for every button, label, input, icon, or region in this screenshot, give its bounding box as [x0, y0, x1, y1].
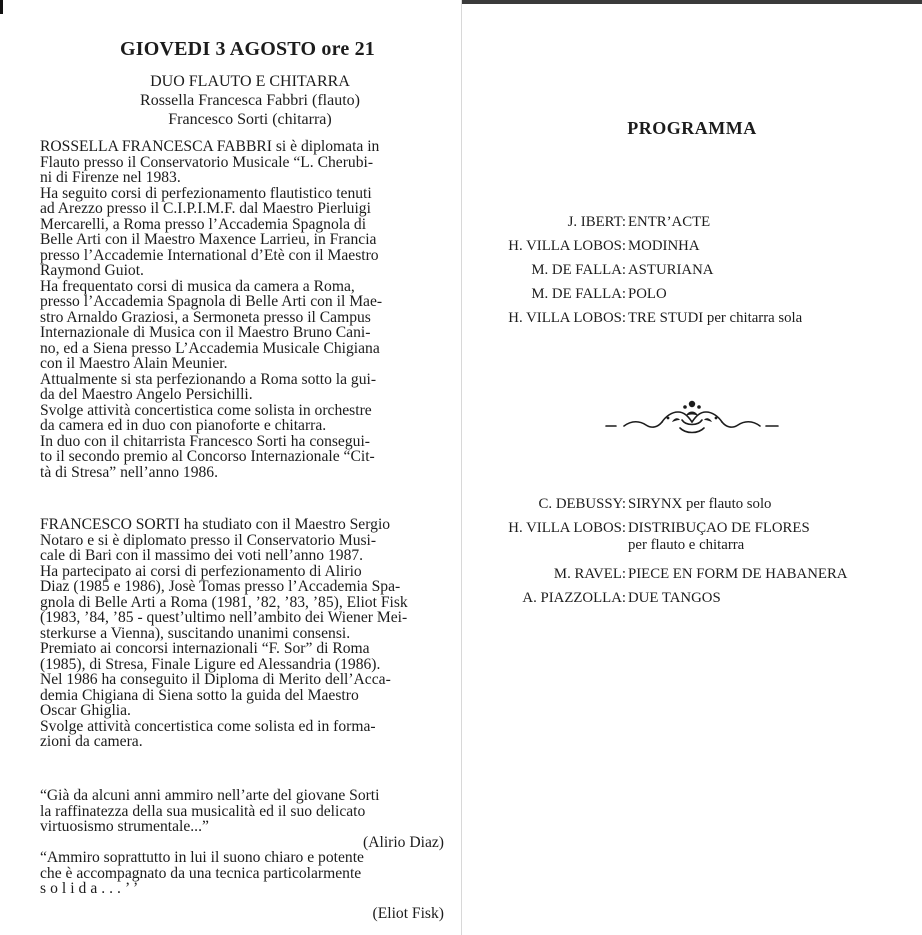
- quote-fisk-attribution-block: [40, 906, 444, 922]
- programme-composer: H. VILLA LOBOS:: [508, 520, 626, 536]
- programme-work: [628, 496, 771, 513]
- programme-work: [628, 520, 810, 554]
- programme-item: [462, 566, 922, 590]
- bio-line: Notaro e si è diplomato presso il Conservatorio Musi-: [40, 531, 377, 549]
- programme-item: [462, 590, 922, 614]
- quote-line: che è accompagnato da una tecnica particolarmente: [40, 864, 362, 882]
- bio-line: da camera ed in duo con pianoforte e chitarra.: [40, 417, 327, 434]
- bio-line: Svolge attività concertistica come solista in orchestre: [40, 401, 372, 419]
- concert-heading: GIOVEDI 3 AGOSTO ore 21: [120, 38, 376, 60]
- programme-work-title: SIRYNX: [628, 496, 683, 512]
- quote-line: la raffinatezza della sua musicalità ed il suo delicato: [40, 802, 366, 820]
- bio-line: Internazionale di Musica con il Maestro Bruno Cani-: [40, 324, 371, 341]
- bio-line: Raymond Guiot.: [40, 262, 144, 279]
- bio-line: tà di Stresa” nell’anno 1986.: [40, 463, 218, 481]
- bio-line: Attualmente si sta perfezionando a Roma sotto la gui-: [40, 370, 377, 388]
- bio-line: (1985), di Stresa, Finale Ligure ed Alessandria (1986).: [40, 655, 381, 673]
- bio-line: gnola di Belle Arti a Roma (1981, ’82, ’83, ’85), Eliot Fisk: [40, 593, 408, 611]
- programme-item: [462, 286, 922, 310]
- programme-work: [628, 286, 667, 303]
- performer-guitar: Francesco Sorti (chitarra): [168, 111, 332, 128]
- quote-line: “Ammiro soprattutto in lui il suono chiaro e potente: [40, 849, 364, 866]
- programme-composer: H. VILLA LOBOS:: [508, 310, 626, 326]
- bio-line: Diaz (1985 e 1986), Josè Tomas presso l’Accademia Spa-: [40, 578, 401, 595]
- programme-composer: H. VILLA LOBOS:: [508, 238, 626, 254]
- programme-work-title: DISTRIBUÇAO DE FLORES: [628, 520, 810, 536]
- bio-line: cale di Bari con il massimo dei voti nell’anno 1987.: [40, 547, 364, 564]
- quote-attribution-fisk: (Eliot Fisk): [372, 905, 444, 922]
- programme-item: [462, 262, 922, 286]
- programme-work-title: MODINHA: [628, 238, 700, 254]
- bio-line: ad Arezzo presso il C.I.P.I.M.F. dal Maestro Pierluigi: [40, 200, 371, 217]
- ensemble-block: [100, 72, 400, 129]
- bio-line: ROSSELLA FRANCESCA FABBRI si è diplomata in: [40, 138, 380, 155]
- programme-work-title: DUE TANGOS: [628, 590, 721, 606]
- decorative-flourish-icon: [602, 394, 782, 440]
- programme-item: [462, 238, 922, 262]
- programme-item: [462, 520, 922, 566]
- bio-line: Belle Arti con il Maestro Maxence Larrieu, in Francia: [40, 231, 377, 248]
- programme-work-title: ENTR’ACTE: [628, 214, 711, 230]
- bio-line: Ha frequentato corsi di musica da camera a Roma,: [40, 277, 355, 295]
- bio-sorti: [40, 517, 444, 750]
- programme-work: [628, 566, 848, 583]
- programme-work-title: PIECE EN FORM DE HABANERA: [628, 566, 848, 582]
- bio-line: Flauto presso il Conservatorio Musicale “L. Cherubi-: [40, 153, 374, 171]
- programme-work-title: TRE STUDI: [628, 310, 704, 326]
- programme-composer: A. PIAZZOLLA:: [522, 590, 626, 606]
- programme-composer: C. DEBUSSY:: [538, 496, 626, 512]
- programme-work-note: per flauto e chitarra: [628, 537, 745, 553]
- programme-item: [462, 496, 922, 520]
- programme-work-title: POLO: [628, 286, 667, 302]
- programme-composer: M. DE FALLA:: [531, 286, 626, 302]
- bio-line: Ha seguito corsi di perfezionamento flautistico tenuti: [40, 184, 372, 202]
- ensemble-title: DUO FLAUTO E CHITARRA: [150, 73, 350, 90]
- programme-work: [628, 310, 802, 327]
- programme-part-1: [462, 214, 922, 334]
- quote-fisk: [40, 850, 444, 897]
- programme-title: PROGRAMMA: [627, 118, 757, 138]
- programme-work: [628, 590, 721, 607]
- performer-flute: Rossella Francesca Fabbri (flauto): [140, 92, 360, 109]
- programme-part-2: [462, 496, 922, 614]
- bio-line: stro Arnaldo Graziosi, a Sermoneta presso il Campus: [40, 308, 371, 326]
- bio-line: presso l’Accademia Spagnola di Belle Arti con il Mae-: [40, 293, 383, 310]
- bio-line: sterkurse a Vienna), suscitando unanimi consensi.: [40, 624, 351, 642]
- programme-composer: J. IBERT:: [567, 214, 626, 230]
- bio-line: Mercarelli, a Roma presso l’Accademia Spagnola di: [40, 215, 367, 233]
- programme-work-note: per flauto solo: [685, 496, 772, 512]
- programme-work: [628, 238, 700, 255]
- programme-item: [462, 214, 922, 238]
- bio-line: da del Maestro Angelo Persichilli.: [40, 386, 253, 403]
- bio-line: Premiato ai concorsi internazionali “F. Sor” di Roma: [40, 640, 370, 657]
- bio-line: Oscar Ghiglia.: [40, 702, 131, 719]
- right-page: [462, 0, 922, 935]
- programme-work-title: ASTURIANA: [628, 262, 714, 278]
- programme-composer: M. RAVEL:: [553, 566, 626, 582]
- bio-line: presso l’Accademie International d’Etè con il Maestro: [40, 246, 379, 264]
- bio-line: FRANCESCO SORTI ha studiato con il Maestro Sergio: [40, 516, 391, 533]
- programme-work-note: per chitarra sola: [706, 310, 803, 326]
- bio-line: (1983, ’84, ’85 - quest’ultimo nell’ambito dei Wiener Mei-: [40, 609, 408, 626]
- bio-line: no, ed a Siena presso L’Accademia Musicale Chigiana: [40, 339, 380, 357]
- bio-line: Svolge attività concertistica come solista ed in forma-: [40, 717, 376, 735]
- quote-diaz: [40, 788, 444, 850]
- programme-work: [628, 262, 714, 279]
- bio-line: demia Chigiana di Siena sotto la guida del Maestro: [40, 686, 359, 704]
- bio-line: zioni da camera.: [40, 733, 143, 750]
- bio-line: Ha partecipato ai corsi di perfezionamento di Alirio: [40, 562, 362, 580]
- bio-line: Nel 1986 ha conseguito il Diploma di Merito dell’Acca-: [40, 671, 391, 688]
- quote-line: “Già da alcuni anni ammiro nell’arte del giovane Sorti: [40, 787, 380, 804]
- quote-attribution-diaz: (Alirio Diaz): [363, 833, 444, 851]
- bio-line: to il secondo premio al Concorso Internazionale “Cit-: [40, 448, 375, 465]
- bio-fabbri: [40, 139, 444, 480]
- bio-line: In duo con il chitarrista Francesco Sorti ha consegui-: [40, 432, 370, 450]
- quote-line: virtuosismo strumentale...”: [40, 818, 209, 835]
- programme-composer: M. DE FALLA:: [531, 262, 626, 278]
- bio-line: con il Maestro Alain Meunier.: [40, 355, 228, 372]
- programme-work: [628, 214, 710, 231]
- bio-line: ni di Firenze nel 1983.: [40, 169, 181, 186]
- programme-item: [462, 310, 922, 334]
- quote-line: solida...’’: [40, 880, 143, 897]
